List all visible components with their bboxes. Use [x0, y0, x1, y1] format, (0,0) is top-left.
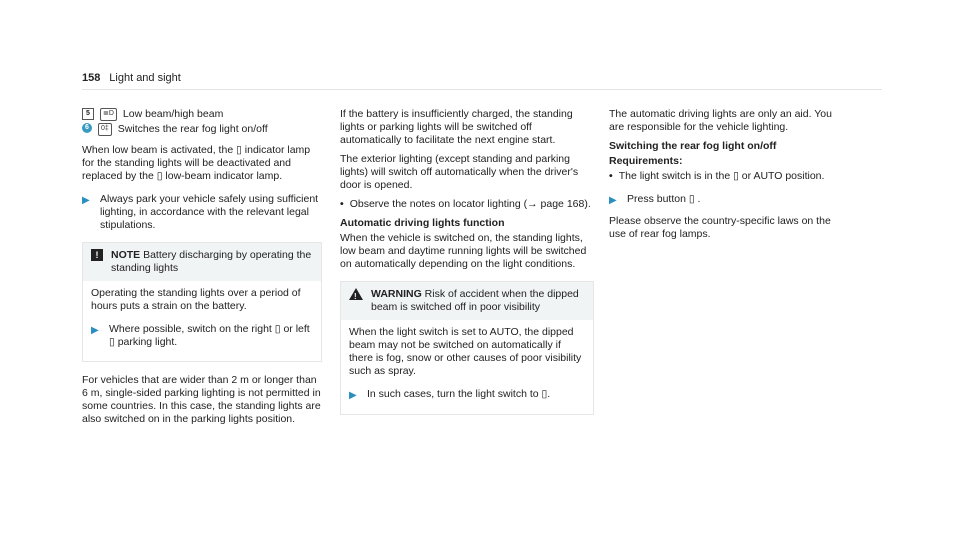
warning-triangle-icon: ! [349, 288, 363, 300]
step-arrow-icon: ▶ [91, 325, 99, 336]
low-beam-icon: ≣D [100, 108, 117, 121]
item-number-6: 6 [82, 123, 92, 133]
page-header [82, 72, 882, 90]
bullet-list [609, 170, 849, 183]
step-arrow-icon: ▶ [609, 195, 617, 206]
note-box [82, 242, 322, 362]
header-rule [82, 89, 882, 90]
instruction-step [609, 193, 849, 207]
page-number: 158 [82, 72, 101, 84]
step-arrow-icon: ▶ [349, 390, 357, 401]
locator-lighting-link[interactable]: Observe the notes on locator lighting (→ page 168). [349, 198, 591, 210]
rear-fog-icon: 0‡ [98, 123, 112, 136]
paragraph: For vehicles that are wider than 2 m or longer than 6 m, single-sided parking lighting is not permitted in some countries. In this case, the standing lights are also switched on in the parking lights position. [82, 374, 321, 425]
page-title: Light and sight [109, 72, 181, 84]
paragraph: If the battery is insufficiently charged, the standing lights or parking lights will be switched off automatically to facilitate the next engine start. [340, 108, 573, 146]
note-step [91, 323, 313, 349]
step-text: Press button ▯ . [627, 193, 701, 205]
paragraph: Please observe the country-specific laws on the use of rear fog lamps. [609, 215, 831, 240]
note-label: NOTE [111, 249, 141, 261]
item-number-5: 5 [82, 108, 94, 120]
note-body [83, 281, 321, 361]
column-middle [340, 108, 594, 427]
step-text: Always park your vehicle safely using sufficient lighting, in accordance with the relevant legal stipulations. [100, 193, 319, 231]
warning-text: When the light switch is set to AUTO, the dipped beam may not be switched on automatically if there is fog, snow or other causes of poor visibility such as spray. [349, 326, 582, 377]
note-header [83, 243, 321, 281]
list-text: The light switch is in the ▯ or AUTO position. [618, 170, 825, 182]
instruction-step [82, 193, 322, 232]
list-item: • The light switch is in the ▯ or AUTO position. [609, 170, 825, 182]
note-title: Battery discharging by operating the standing lights [111, 249, 312, 274]
legend-text-5: Low beam/high beam [122, 108, 224, 120]
note-text: Operating the standing lights over a period of hours puts a strain on the battery. [91, 287, 301, 312]
step-text: Where possible, switch on the right ▯ or left ▯ parking light. [109, 323, 310, 348]
warning-body [341, 320, 593, 414]
warning-box [340, 281, 594, 415]
list-item: • Observe the notes on locator lighting (→ page 168). [340, 198, 591, 210]
column-left [82, 108, 322, 432]
section-heading: Switching the rear fog light on/off [609, 140, 777, 152]
paragraph: When the vehicle is switched on, the standing lights, low beam and daytime running lights will be switched on automatically depending on the light conditions. [340, 232, 587, 270]
legend-text-6: Switches the rear fog light on/off [117, 123, 268, 135]
requirements-label: Requirements: [609, 155, 683, 167]
legend-item-5 [82, 108, 322, 121]
bullet-list [340, 198, 594, 211]
step-text: In such cases, turn the light switch to ▯. [367, 388, 551, 400]
legend-item-6 [82, 123, 322, 136]
paragraph: The exterior lighting (except standing and parking lights) will switch off automatically when the driver's door is opened. [340, 153, 579, 191]
warning-step [349, 388, 585, 402]
column-right [609, 108, 849, 247]
paragraph: When low beam is activated, the ▯ indicator lamp for the standing lights will be deactivated and replaced by the ▯ low-beam indicator lamp. [82, 144, 311, 182]
warning-header [341, 282, 593, 320]
warning-title: Risk of accident when the dipped beam is switched off in poor visibility [371, 288, 579, 313]
warning-label: WARNING [371, 288, 422, 300]
step-arrow-icon: ▶ [82, 195, 90, 206]
exclamation-icon: ! [91, 249, 103, 261]
section-heading: Automatic driving lights function [340, 217, 505, 229]
paragraph: The automatic driving lights are only an aid. You are responsible for the vehicle lighting. [609, 108, 832, 133]
